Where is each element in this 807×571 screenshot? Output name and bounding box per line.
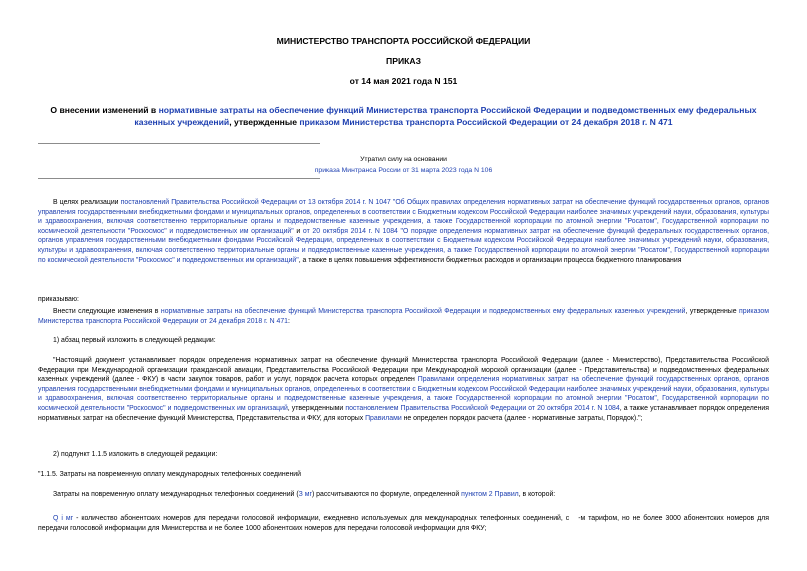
paragraph-text: не определен порядок расчета (далее - нормативные затраты, Порядок)."; bbox=[401, 414, 643, 422]
definition-paragraph bbox=[38, 514, 769, 533]
formula-paragraph bbox=[38, 490, 769, 500]
status-link-order-106[interactable]: приказа Минтранса России от 31 марта 2023 года N 106 bbox=[314, 167, 493, 174]
link-resolution-1047[interactable]: постановлений Правительства Российской Федерации от 13 октября 2014 г. N 1047 "Об Общих правилах определения нормативных затрат на обеспечение функций государственных органов, органов управления государственными внебюджетными фондами и муниципальных органов, определенных в соответствии с Бюджетным кодексом Российской Федерации наиболее значимых учреждений науки, образования, культуры и здравоохранения, включая соответственно территориальные органы и подведомственные казенные учреждения, а также Государственной корпорации по атомной энергии "Росатом", Государственной корпорации по космической деятельности "Роскосмос" и подведомственных им организаций" bbox=[38, 199, 769, 235]
amendment-paragraph bbox=[38, 307, 769, 326]
link-rules[interactable]: Правилами определения нормативных затрат на обеспечение функций государственных органов, органов управления государственными внебюджетными фондами и муниципальных органов, определенных в соответствии с Бюджетным кодексом Российской Федерации наиболее значимых учреждений науки, образования, культуры и здравоохранения, включая соответственно территориальные органы и подведомственные казенные учреждения, а также Государственной корпорации по атомной энергии "Росатом", Государственной корпорации по космической деятельности "Роскосмос" и подведомственных им организаций bbox=[38, 376, 770, 412]
title-text: О внесении изменений в bbox=[50, 105, 159, 115]
document-title bbox=[30, 104, 777, 128]
paragraph-text: Внести следующие изменения в bbox=[53, 308, 161, 315]
divider-bottom bbox=[38, 178, 320, 179]
paragraph-text: - количество абонентских номеров для передачи голосовой информации, ежедневно используемых для международных телефонных соединений, с bbox=[73, 515, 570, 522]
subsection-heading: "1.1.5. Затраты на повременную оплату международных телефонных соединений bbox=[38, 471, 302, 478]
document-date: от 14 мая 2021 года N 151 bbox=[349, 76, 458, 86]
preamble-paragraph bbox=[38, 198, 769, 265]
paragraph-text: : bbox=[288, 317, 290, 325]
divider-top bbox=[38, 143, 320, 144]
status-note: Утратил силу на основании bbox=[360, 156, 447, 163]
link-resolution-1084[interactable]: от 20 октября 2014 г. N 1084 "О порядке определения нормативных затрат на обеспечение функций федеральных государственных органов, органов управления государственными внебюджетными фондами Российской Федерации, определенных в соответствии с Бюджетным кодексом Российской Федерации наиболее значимых учреждений науки, образования, культуры и здравоохранения, включая соответственно территориальные органы и подведомственные казенные учреждения, а также Государственной корпорации по атомной энергии "Росатом", Государственной корпорации по космической деятельности "Роскосмос" и подведомственных им организаций" bbox=[38, 227, 769, 264]
paragraph-text: Затраты на повременную оплату международных телефонных соединений ( bbox=[53, 491, 299, 498]
ministry-heading: МИНИСТЕРСТВО ТРАНСПОРТА РОССИЙСКОЙ ФЕДЕРАЦИИ bbox=[276, 36, 531, 46]
paragraph-text: , утвержденные bbox=[685, 308, 740, 315]
paragraph-text: ) рассчитываются по формуле, определенной bbox=[311, 491, 462, 498]
formula-symbol-zmg: З мг bbox=[298, 491, 312, 498]
paragraph-text: , а также устанавливает порядок определения нормативных затрат на обеспечение функций Министерства, Представительства и ФКУ, для которых bbox=[38, 404, 770, 422]
link-rules-point-2[interactable]: пунктом 2 Правил bbox=[461, 491, 519, 498]
item-2: 2) подпункт 1.1.5 изложить в следующей редакции: bbox=[53, 451, 218, 458]
paragraph-text: "Настоящий документ устанавливает порядок определения нормативных затрат на обеспечение функций Министерства транспорта Российской Федерации (далее - Министерство), Представительства Российской Федерации при Международной организации гражданской авиации, Представительства Российской Федерации при Международной морской организации (далее - Представительства) и подведомственных федеральных казенных учреждений (далее - ФКУ) в части закупок товаров, работ и услуг, порядок расчета которых определен bbox=[38, 357, 769, 384]
status-note-link-wrap bbox=[0, 167, 807, 174]
link-resolution-1084-b[interactable]: постановлением Правительства Российской Федерации от 20 октября 2014 г. N 1084 bbox=[345, 404, 620, 412]
item-1: 1) абзац первый изложить в следующей редакции: bbox=[53, 337, 216, 344]
orders-line: приказываю: bbox=[38, 296, 79, 303]
paragraph-text: , в которой: bbox=[518, 491, 556, 498]
paragraph-text: , а также в целях повышения эффективности бюджетных расходов и организации процесса бюджетного планирования bbox=[298, 256, 682, 264]
formula-symbol-qimg: Q i мг bbox=[53, 515, 74, 522]
title-text: , утвержденные bbox=[229, 117, 300, 127]
title-link-norms[interactable]: нормативные затраты на обеспечение функций Министерства транспорта Российской Федерации и подведомственных ему федеральных казенных учреждений bbox=[134, 105, 757, 127]
paragraph-text: и bbox=[293, 227, 303, 235]
quote-paragraph bbox=[38, 356, 769, 423]
paragraph-text: В целях реализации bbox=[53, 199, 121, 206]
link-rules-short[interactable]: Правилами bbox=[365, 414, 402, 422]
paragraph-text: , утвержденными bbox=[287, 404, 346, 412]
link-norms[interactable]: нормативные затраты на обеспечение функций Министерства транспорта Российской Федерации и подведомственных ему федеральных казенных учреждений bbox=[160, 308, 686, 315]
document-type: ПРИКАЗ bbox=[386, 56, 421, 66]
link-order-471[interactable]: приказом Министерства транспорта Российской Федерации от 24 декабря 2018 г. N 471 bbox=[38, 308, 770, 325]
paragraph-text: -м тарифом, но не более 3000 абонентских номеров для передачи голосовой информации для Министерства и не более 1000 абонентских номеров для передачи голосовой информации для ФКУ; bbox=[38, 515, 769, 532]
title-link-order-471[interactable]: приказом Министерства транспорта Российской Федерации от 24 декабря 2018 г. N 471 bbox=[299, 117, 673, 127]
